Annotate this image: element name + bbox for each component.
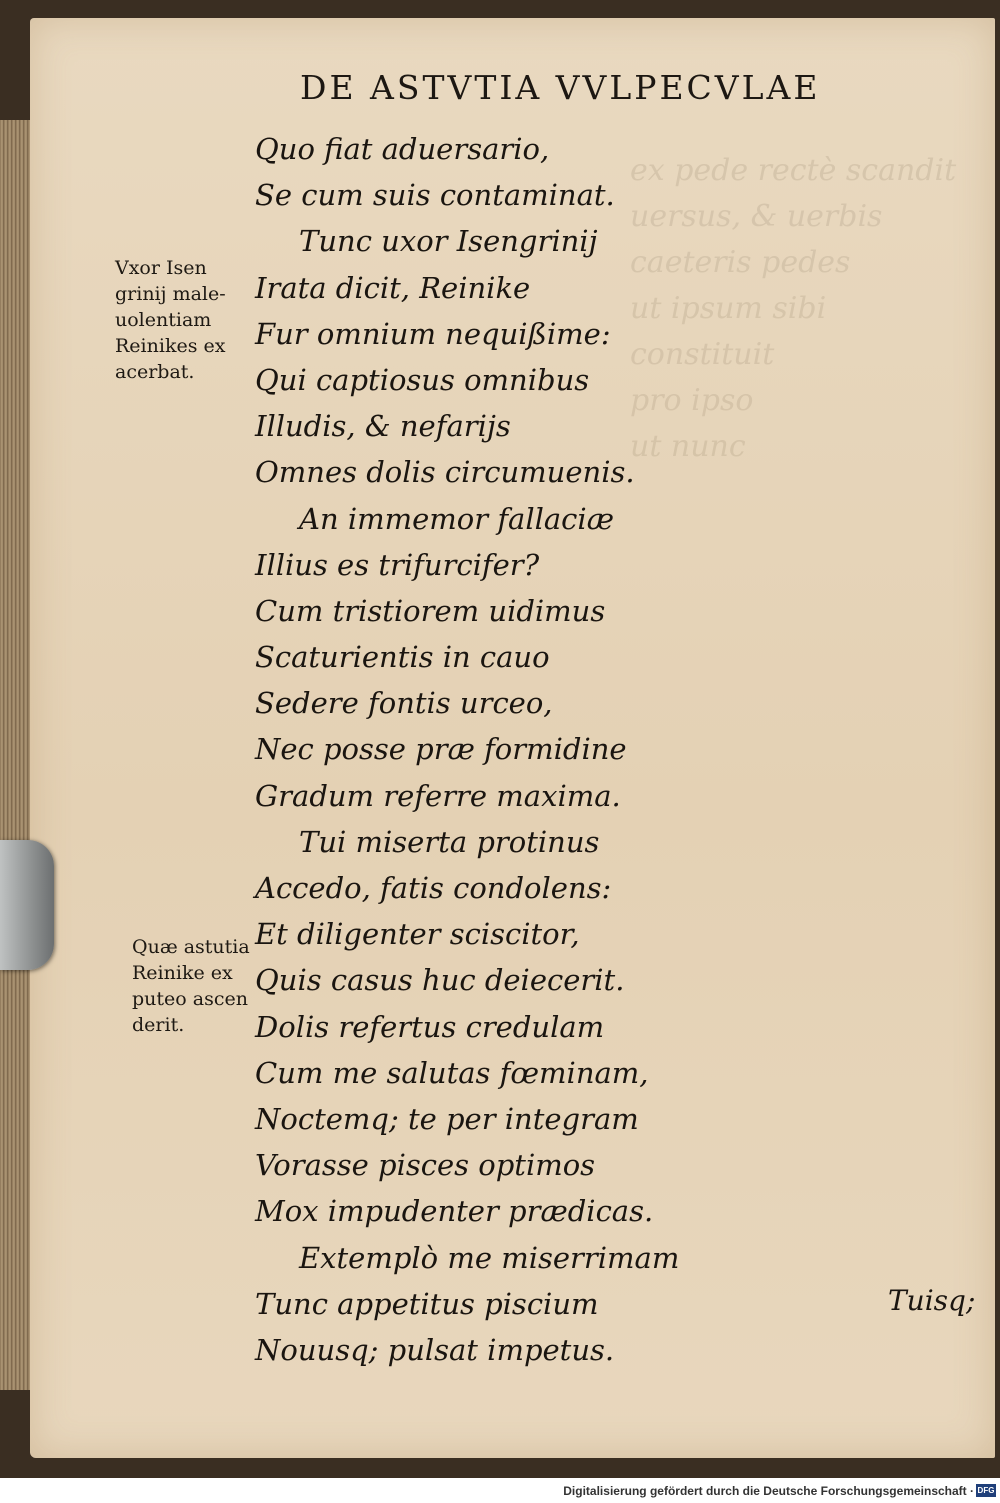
- poem-line: Sedere fontis urceo,: [255, 686, 553, 721]
- poem-line: Tunc appetitus piscium: [255, 1286, 599, 1321]
- poem-line: Et diligenter sciscitor,: [255, 917, 580, 952]
- poem-line: Cum tristiorem uidimus: [255, 593, 606, 628]
- show-through-text: ex pede rectè scandit uersus, & uerbis caeteris pedes ut ipsum sibi constituit pro ipso ut nunc: [630, 153, 957, 464]
- margin-note-uxor: [115, 255, 226, 385]
- poem-line: Illius es trifurcifer?: [255, 547, 540, 582]
- poem-line: Qui captiosus omnibus: [255, 362, 590, 397]
- poem-line: Tunc uxor Isengrinij: [299, 224, 598, 259]
- running-title: DE ASTVTIA VVLPECVLAE: [300, 68, 821, 107]
- poem-line: Mox impudenter prædicas.: [255, 1194, 654, 1229]
- poem-line: Quo fiat aduersario,: [255, 132, 550, 166]
- margin-note-line: Reinike ex: [132, 962, 233, 984]
- poem-line: Irata dicit, Reinike: [255, 270, 531, 305]
- margin-note-line: derit.: [132, 1014, 185, 1036]
- margin-note-line: Quæ astutia: [132, 936, 250, 958]
- poem-line: Noctemq; te per integram: [255, 1101, 639, 1136]
- poem-line: Accedo, fatis condolens:: [255, 871, 612, 905]
- poem-line: An immemor fallaciæ: [299, 501, 614, 536]
- poem-text: [255, 126, 679, 1373]
- poem-line: Tui miserta protinus: [299, 824, 600, 859]
- poem-line: Nouusq; pulsat impetus.: [255, 1332, 615, 1367]
- poem-line: Nec posse præ formidine: [255, 732, 627, 767]
- poem-line: Omnes dolis circumuenis.: [255, 455, 635, 490]
- footer-credit: Digitalisierung gefördert durch die Deutsche Forschungsgemeinschaft ·: [563, 1484, 974, 1498]
- dfg-logo-icon: DFG: [977, 1486, 995, 1495]
- poem-line: Scaturientis in cauo: [255, 640, 550, 675]
- poem-line: Se cum suis contaminat.: [255, 178, 615, 213]
- poem-line: Extemplò me miserrimam: [299, 1240, 680, 1275]
- margin-note-line: Reinikes ex: [115, 335, 226, 357]
- margin-note-line: puteo ascen: [132, 988, 248, 1010]
- margin-note-line: acerbat.: [115, 361, 195, 383]
- poem-line: Gradum referre maxima.: [255, 778, 621, 813]
- poem-line: Vorasse pisces optimos: [255, 1148, 596, 1183]
- margin-note-line: uolentiam: [115, 309, 212, 331]
- margin-note-line: Vxor Isen: [115, 257, 207, 279]
- margin-note-line: grinij male-: [115, 283, 226, 305]
- poem-line: Fur omnium nequißime:: [255, 316, 611, 351]
- margin-note-astutia: [132, 934, 250, 1038]
- catchword: Tuisq;: [888, 1284, 976, 1317]
- poem-line: Quis casus huc deiecerit.: [255, 963, 625, 998]
- poem-line: Cum me salutas fœminam,: [255, 1055, 649, 1090]
- poem-line: Dolis refertus credulam: [255, 1009, 605, 1044]
- page-clip-holder: [0, 840, 54, 970]
- poem-line: Illudis, & nefarijs: [255, 409, 511, 444]
